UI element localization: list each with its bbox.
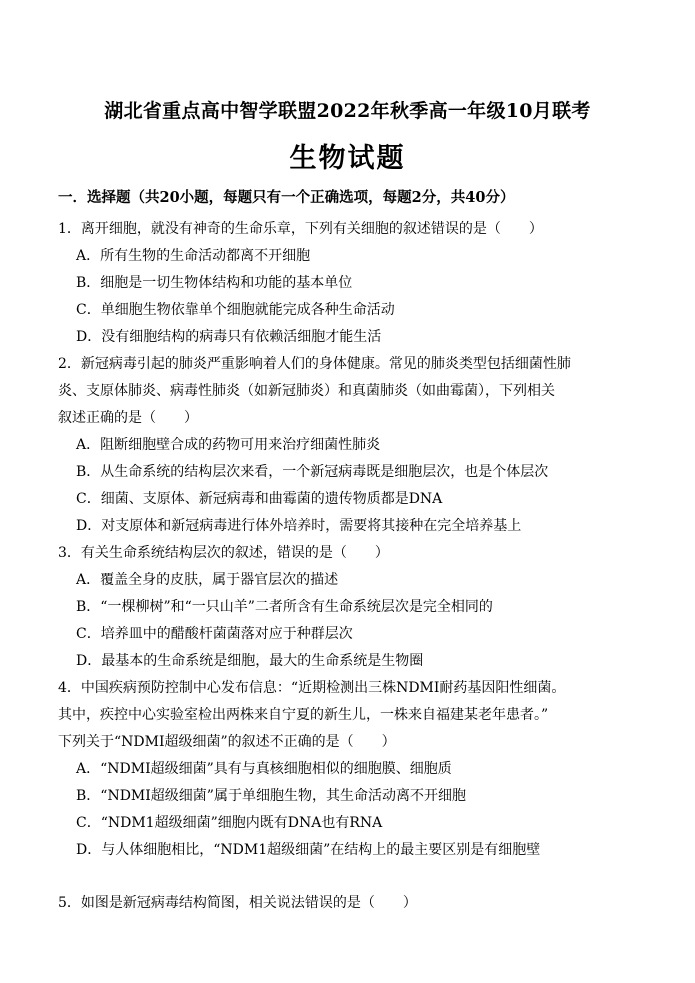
subject-title: 生物试题 — [289, 143, 406, 174]
option-b: B．“NDMI超级细菌”属于单细胞生物，其生命活动离不开细胞 — [76, 788, 466, 804]
option-c: C．细菌、支原体、新冠病毒和曲霉菌的遗传物质都是DNA — [76, 491, 443, 507]
question-stem-line: 其中，疾控中心实验室检出两株来自宁夏的新生儿，一株来自福建某老年患者。” — [58, 707, 549, 723]
question-stem-line: 4．中国疾病预防控制中心发布信息：“近期检测出三株NDMI耐药基因阳性细菌。 — [58, 680, 566, 696]
option-c: C．单细胞生物依靠单个细胞就能完成各种生命活动 — [76, 302, 395, 318]
question-5 — [58, 890, 648, 917]
option-d: D．最基本的生命系统是细胞，最大的生命系统是生物圈 — [76, 653, 424, 669]
section-heading: 一．选择题（共20小题，每题只有一个正确选项，每题2分，共40分） — [58, 189, 515, 206]
question-1 — [58, 216, 648, 351]
question-stem-line: 3．有关生命系统结构层次的叙述，错误的是（ ） — [58, 545, 389, 561]
question-stem-line: 2．新冠病毒引起的肺炎严重影响着人们的身体健康。常见的肺炎类型包括细菌性肺 — [58, 356, 571, 372]
question-stem-line: 叙述正确的是（ ） — [58, 410, 198, 426]
question-stem-line: 1．离开细胞，就没有神奇的生命乐章，下列有关细胞的叙述错误的是（ ） — [58, 221, 543, 237]
option-a: A．所有生物的生命活动都离不开细胞 — [76, 248, 311, 264]
option-d: D．对支原体和新冠病毒进行体外培养时，需要将其接种在完全培养基上 — [76, 518, 522, 534]
option-c: C．“NDM1超级细菌”细胞内既有DNA也有RNA — [76, 815, 383, 831]
question-stem-line: 5．如图是新冠病毒结构简图，相关说法错误的是（ ） — [58, 895, 417, 911]
option-a: A．覆盖全身的皮肤，属于器官层次的描述 — [76, 572, 339, 588]
question-stem-line: 下列关于“NDMI超级细菌”的叙述不正确的是（ ） — [58, 734, 396, 750]
option-b: B．从生命系统的结构层次来看，一个新冠病毒既是细胞层次，也是个体层次 — [76, 464, 549, 480]
exam-title: 湖北省重点高中智学联盟2022年秋季高一年级10月联考 — [104, 100, 591, 122]
option-d: D．没有细胞结构的病毒只有依赖活细胞才能生活 — [76, 329, 382, 345]
option-a: A．“NDMI超级细菌”具有与真核细胞相似的细胞膜、细胞质 — [76, 761, 452, 777]
option-a: A．阻断细胞壁合成的药物可用来治疗细菌性肺炎 — [76, 437, 381, 453]
option-c: C．培养皿中的醋酸杆菌菌落对应于种群层次 — [76, 626, 353, 642]
question-stem-line: 炎、支原体肺炎、病毒性肺炎（如新冠肺炎）和真菌肺炎（如曲霉菌），下列相关 — [58, 383, 555, 399]
question-4 — [58, 675, 648, 864]
question-2 — [58, 351, 648, 540]
question-3 — [58, 540, 648, 675]
option-b: B．“一棵柳树”和“一只山羊”二者所含有生命系统层次是完全相同的 — [76, 599, 493, 615]
spacer — [58, 864, 648, 890]
option-b: B．细胞是一切生物体结构和功能的基本单位 — [76, 275, 353, 291]
question-list — [58, 216, 648, 917]
option-d: D．与人体细胞相比，“NDM1超级细菌”在结构上的最主要区别是有细胞壁 — [76, 842, 541, 858]
